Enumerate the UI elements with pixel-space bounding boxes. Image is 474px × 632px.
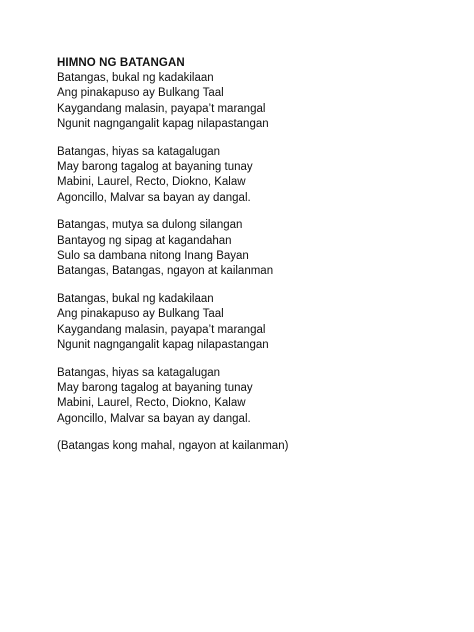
stanza-line: Batangas, bukal ng kadakilaan	[57, 292, 214, 305]
document-title: HIMNO NG BATANGAN	[57, 57, 185, 69]
stanza-line: Mabini, Laurel, Recto, Diokno, Kalaw	[57, 176, 246, 189]
stanza-line: Agoncillo, Malvar sa bayan ay dangal.	[57, 191, 251, 204]
stanza-4	[57, 292, 437, 354]
stanza-line: Batangas, hiyas sa katagalugan	[57, 145, 221, 158]
stanza-line: May barong tagalog at bayaning tunay	[57, 161, 253, 174]
stanza-1	[57, 71, 437, 133]
stanza-line: Ang pinakapuso ay Bulkang Taal	[57, 87, 224, 100]
stanza-line: Kaygandang malasin, payapa’t marangal	[57, 323, 266, 336]
stanza-line: Sulo sa dambana nitong Inang Bayan	[57, 250, 249, 263]
stanza-3	[57, 218, 437, 280]
stanza-line: Ngunit nagngangalit kapag nilapastangan	[57, 339, 269, 352]
closing-line: (Batangas kong mahal, ngayon at kailanman)	[57, 440, 289, 453]
stanza-line: Batangas, hiyas sa katagalugan	[57, 366, 221, 379]
lyrics-body	[57, 56, 437, 455]
stanza-5	[57, 366, 437, 428]
stanza-line: Mabini, Laurel, Recto, Diokno, Kalaw	[57, 397, 246, 410]
stanza-line: Ang pinakapuso ay Bulkang Taal	[57, 308, 224, 321]
stanza-line: Batangas, mutya sa dulong silangan	[57, 219, 243, 232]
stanza-line: May barong tagalog at bayaning tunay	[57, 381, 253, 394]
stanza-2	[57, 145, 437, 207]
stanza-line: Batangas, Batangas, ngayon at kailanman	[57, 265, 274, 278]
stanza-line: Bantayog ng sipag at kagandahan	[57, 234, 232, 247]
stanza-line: Kaygandang malasin, payapa’t marangal	[57, 102, 266, 115]
stanza-line: Batangas, bukal ng kadakilaan	[57, 72, 214, 84]
stanza-line: Agoncillo, Malvar sa bayan ay dangal.	[57, 412, 251, 425]
stanza-line: Ngunit nagngangalit kapag nilapastangan	[57, 118, 269, 131]
